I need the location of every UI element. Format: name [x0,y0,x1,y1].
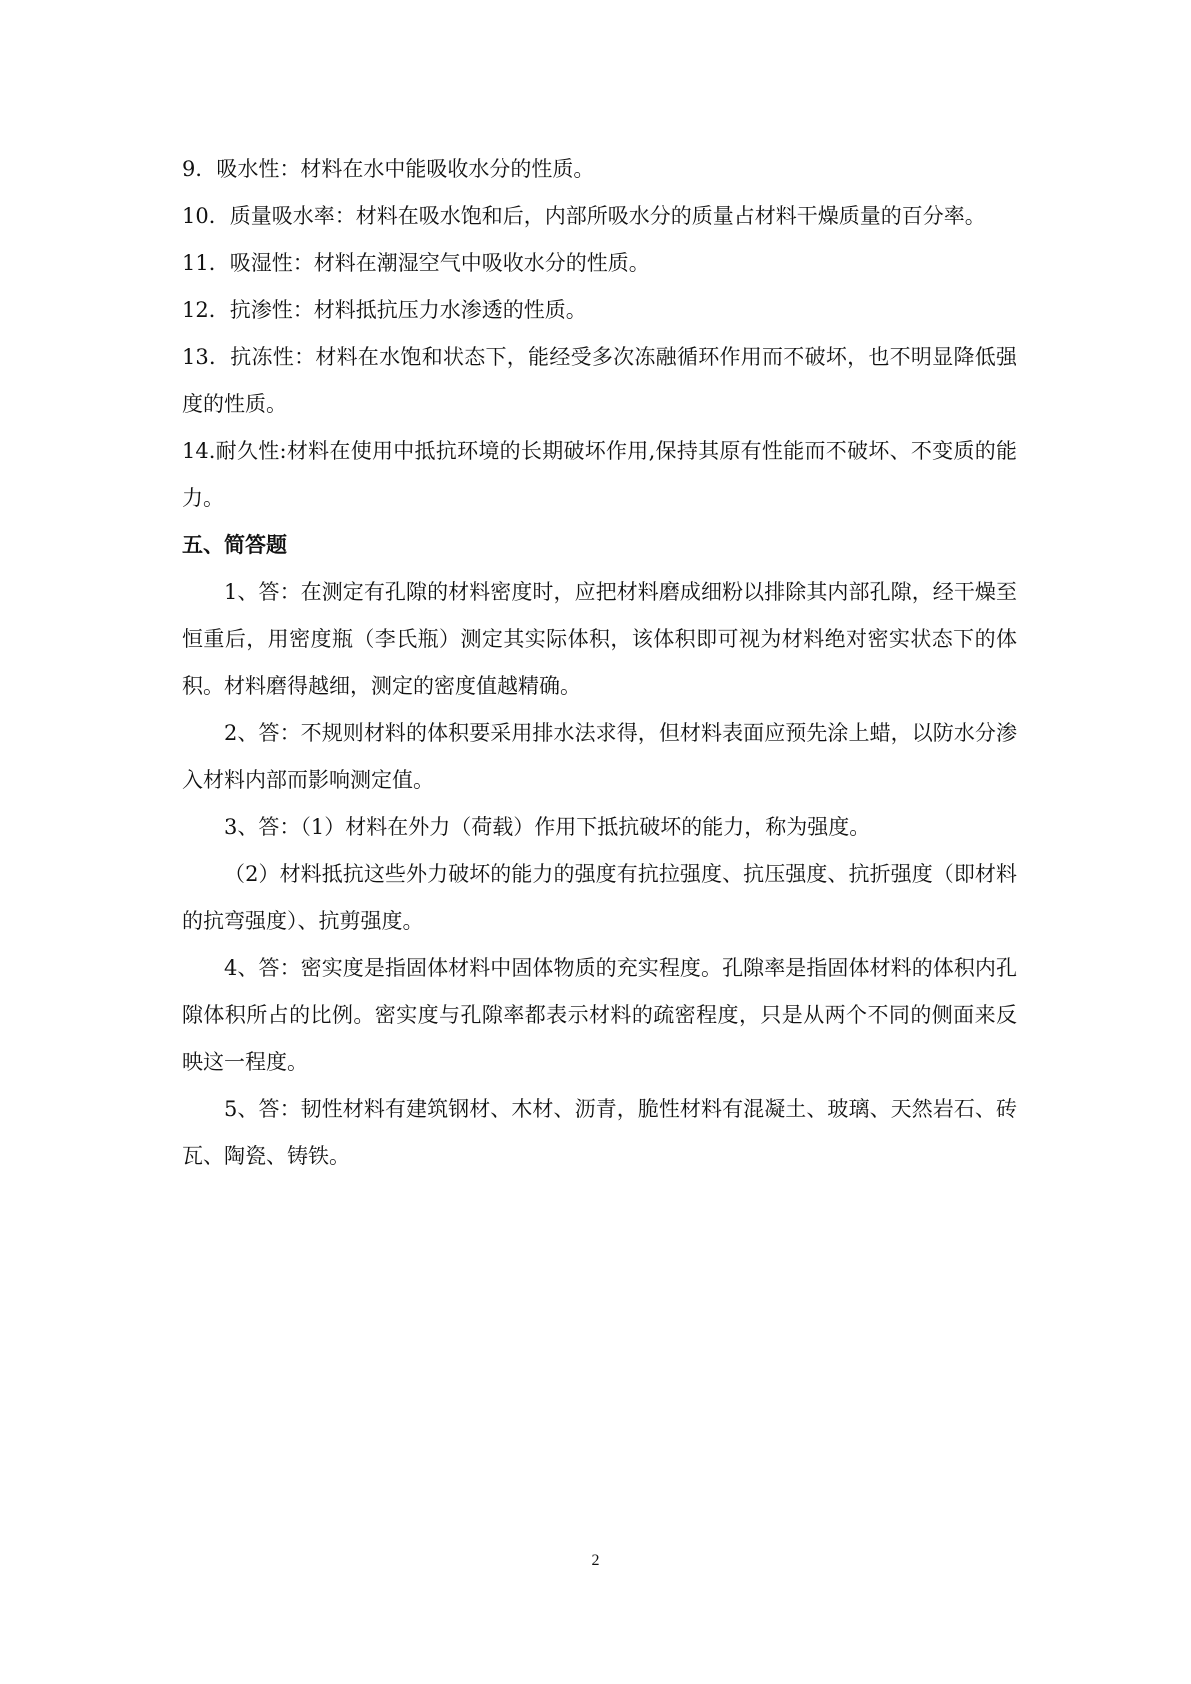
answer-3-part-1: 3、答：（1）材料在外力（荷载）作用下抵抗破坏的能力，称为强度。 [224,815,871,839]
definition-12: 12．抗渗性：材料抵抗压力水渗透的性质。 [182,298,587,322]
definition-14: 14.耐久性:材料在使用中抵抗环境的长期破坏作用,保持其原有性能而不破坏、不变质的能力。 [182,439,1017,510]
answer-3-part-2: （2）材料抵抗这些外力破坏的能力的强度有抗拉强度、抗压强度、抗折强度（即材料的抗弯强度）、抗剪强度。 [182,862,1017,933]
definition-9: 9．吸水性：材料在水中能吸收水分的性质。 [182,157,595,181]
page-number: 2 [591,1552,600,1569]
answer-5: 5、答：韧性材料有建筑钢材、木材、沥青，脆性材料有混凝土、玻璃、天然岩石、砖瓦、陶瓷、铸铁。 [182,1097,1017,1168]
definition-11: 11．吸湿性：材料在潮湿空气中吸收水分的性质。 [182,251,650,275]
page-content [182,146,1017,1180]
answer-4: 4、答：密实度是指固体材料中固体物质的充实程度。孔隙率是指固体材料的体积内孔隙体积所占的比例。密实度与孔隙率都表示材料的疏密程度，只是从两个不同的侧面来反映这一程度。 [182,956,1017,1074]
section-heading: 五、简答题 [182,533,287,557]
answer-1: 1、答：在测定有孔隙的材料密度时，应把材料磨成细粉以排除其内部孔隙，经干燥至恒重后，用密度瓶（李氏瓶）测定其实际体积，该体积即可视为材料绝对密实状态下的体积。材料磨得越细，测定的密度值越精确。 [182,580,1017,698]
answer-2: 2、答：不规则材料的体积要采用排水法求得，但材料表面应预先涂上蜡，以防水分渗入材料内部而影响测定值。 [182,721,1017,792]
definition-10: 10．质量吸水率：材料在吸水饱和后，内部所吸水分的质量占材料干燥质量的百分率。 [182,204,986,228]
definition-13: 13．抗冻性：材料在水饱和状态下，能经受多次冻融循环作用而不破坏，也不明显降低强度的性质。 [182,345,1017,416]
